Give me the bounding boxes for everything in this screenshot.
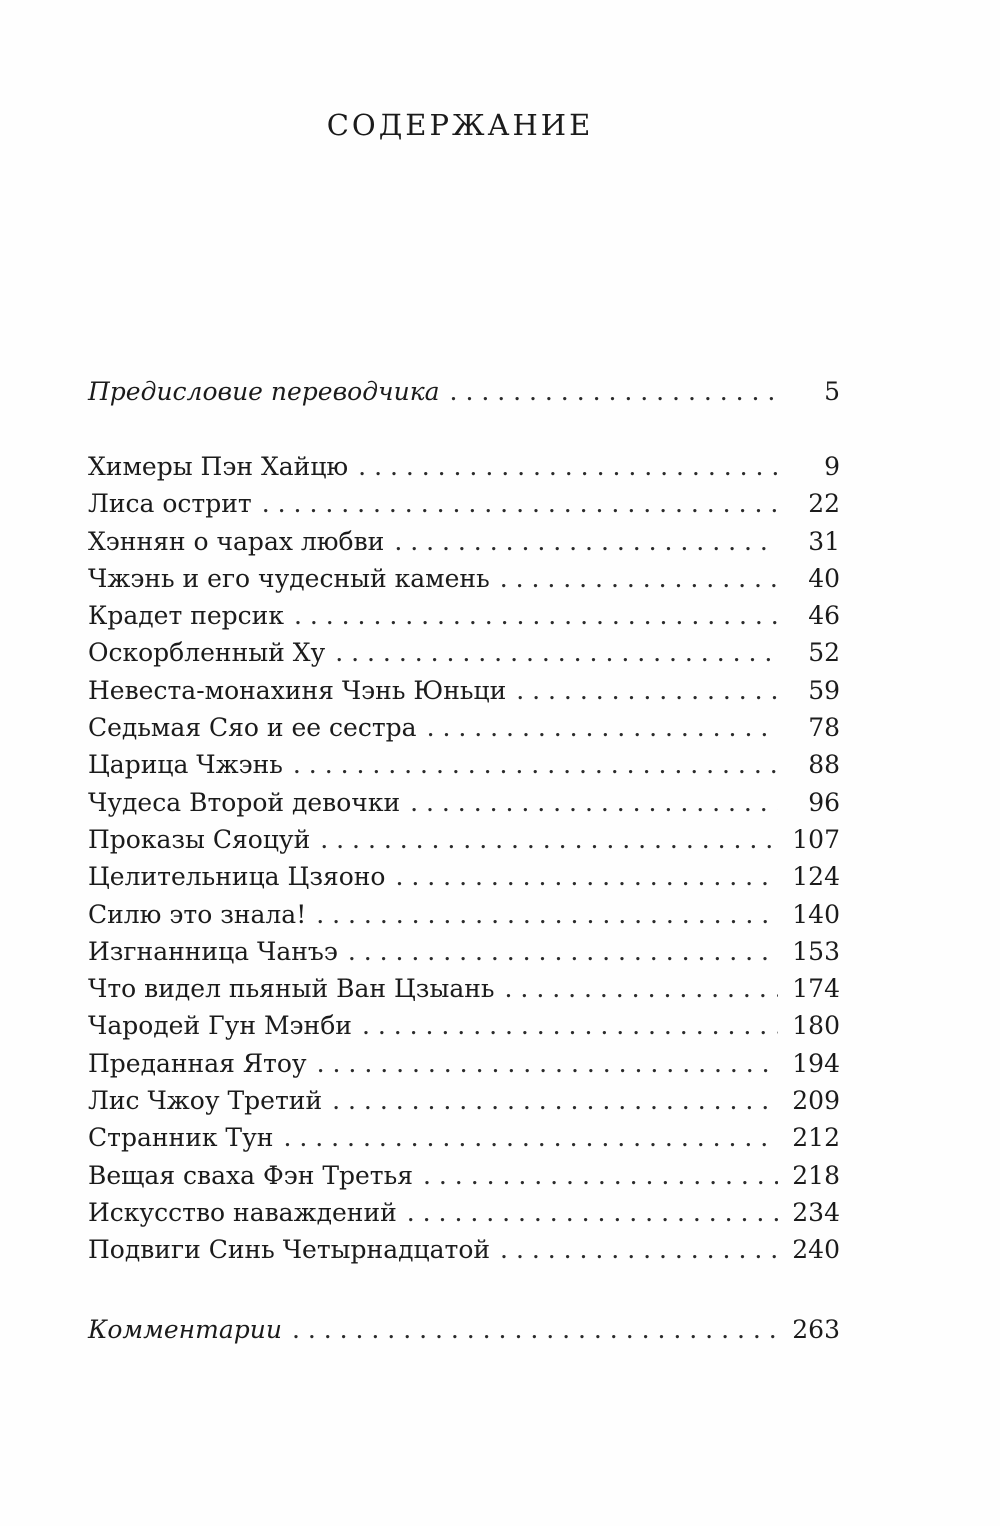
toc-entry — [88, 523, 840, 560]
dot-leader — [362, 1007, 778, 1044]
page-title: СОДЕРЖАНИЕ — [326, 108, 594, 142]
toc-entry-title: Что видел пьяный Ван Цзыань — [88, 974, 495, 1004]
dot-leader — [316, 896, 778, 933]
toc-entry-title: Химеры Пэн Хайцю — [88, 452, 349, 481]
toc-entry — [88, 448, 840, 485]
dot-leader — [407, 1194, 778, 1231]
toc-entry-page: 209 — [792, 1086, 840, 1116]
toc-entry-page: 240 — [792, 1235, 840, 1265]
toc-entry — [88, 970, 840, 1007]
toc-entry-title: Седьмая Сяо и ее сестра — [88, 713, 417, 743]
toc-entry-title: Преданная Ятоу — [88, 1048, 307, 1078]
dot-leader — [396, 858, 779, 895]
dot-leader — [317, 1045, 778, 1082]
toc-entry-page: 212 — [792, 1123, 840, 1153]
toc-entry — [88, 784, 840, 821]
dot-leader — [292, 1311, 778, 1348]
toc-entry — [88, 634, 840, 671]
toc-entry-title: Силю это знала! — [88, 899, 307, 929]
toc-entry-page: 31 — [808, 526, 840, 556]
toc-entry — [88, 597, 840, 634]
toc-entry-page: 5 — [824, 377, 840, 406]
toc-entry-title: Лиса острит — [88, 489, 252, 519]
dot-leader — [348, 933, 778, 970]
toc-entry-page: 59 — [808, 675, 840, 705]
dot-leader — [500, 560, 778, 597]
dot-leader — [394, 523, 778, 560]
dot-leader — [427, 709, 778, 746]
toc-entry-page: 22 — [808, 489, 840, 519]
toc-entry-title: Чародей Гун Мэнби — [88, 1011, 352, 1041]
toc-entry — [88, 560, 840, 597]
toc-entry-page: 78 — [808, 713, 840, 743]
toc-entry-preface — [88, 373, 840, 410]
dot-leader — [516, 672, 778, 709]
toc-entry-title: Целительница Цзяоно — [88, 862, 386, 892]
toc-entry-page: 124 — [792, 862, 840, 892]
toc-entry-page: 107 — [792, 824, 840, 854]
dot-leader — [410, 784, 778, 821]
toc-entry — [88, 933, 840, 970]
toc-entry-title: Невеста-монахиня Чэнь Юньци — [88, 675, 507, 705]
toc-preface — [88, 373, 840, 410]
toc-entry — [88, 1119, 840, 1156]
toc-entry — [88, 709, 840, 746]
toc-entry — [88, 1157, 840, 1194]
dot-leader — [358, 448, 778, 485]
dot-leader — [262, 485, 778, 522]
toc-entry-title: Искусство наваждений — [88, 1197, 397, 1227]
toc-entry — [88, 821, 840, 858]
dot-leader — [320, 821, 778, 858]
toc-entry-page: 52 — [808, 638, 840, 668]
toc-entry — [88, 858, 840, 895]
toc-entry-commentary — [88, 1311, 840, 1348]
toc-entry-title: Крадет персик — [88, 601, 284, 631]
toc-entry-title: Чжэнь и его чудесный камень — [88, 563, 490, 593]
toc-entry-title: Странник Тун — [88, 1123, 274, 1153]
toc-entry — [88, 672, 840, 709]
toc-entry — [88, 746, 840, 783]
toc-entry — [88, 1231, 840, 1268]
toc-entry-title: Хэннян о чарах любви — [88, 526, 385, 556]
toc-entry-page: 9 — [824, 452, 840, 481]
toc-entry-title: Царица Чжэнь — [88, 750, 283, 780]
toc-entry-title: Изгнанница Чанъэ — [88, 936, 338, 966]
toc-entry-title: Предисловие переводчика — [88, 377, 440, 406]
dot-leader — [423, 1157, 778, 1194]
toc-entry-title: Оскорбленный Ху — [88, 638, 326, 668]
toc-entry-title: Проказы Сяоцуй — [88, 824, 311, 854]
toc-chapters — [88, 448, 840, 1269]
toc-entry-page: 40 — [808, 563, 840, 593]
toc-entry-page: 96 — [808, 787, 840, 817]
toc-entry-page: 218 — [792, 1160, 840, 1190]
toc-entry-page: 194 — [792, 1048, 840, 1078]
toc-entry-title: Вещая сваха Фэн Третья — [88, 1160, 414, 1190]
toc-entry-page: 174 — [792, 974, 840, 1004]
toc-entry-page: 180 — [792, 1011, 840, 1041]
dot-leader — [335, 634, 778, 671]
toc-entry-title: Чудеса Второй девочки — [88, 787, 401, 817]
toc-entry-page: 234 — [792, 1197, 840, 1227]
dot-leader — [294, 597, 778, 634]
toc-entry-page: 263 — [792, 1315, 840, 1344]
dot-leader — [332, 1082, 778, 1119]
toc-entry-page: 46 — [808, 601, 840, 631]
toc-entry-title: Подвиги Синь Четырнадцатой — [88, 1235, 491, 1265]
toc-entry-page: 88 — [808, 750, 840, 780]
dot-leader — [500, 1231, 778, 1268]
toc-entry — [88, 1082, 840, 1119]
toc-entry — [88, 485, 840, 522]
dot-leader — [450, 373, 778, 410]
toc-entry — [88, 1194, 840, 1231]
toc-entry — [88, 1045, 840, 1082]
toc-entry-page: 140 — [792, 899, 840, 929]
toc-entry — [88, 1007, 840, 1044]
toc-commentary — [88, 1311, 840, 1348]
toc-entry-page: 153 — [792, 936, 840, 966]
toc-entry — [88, 896, 840, 933]
toc-entry-title: Комментарии — [88, 1315, 282, 1344]
dot-leader — [293, 746, 778, 783]
toc-entry-title: Лис Чжоу Третий — [88, 1086, 323, 1116]
dot-leader — [283, 1119, 778, 1156]
dot-leader — [505, 970, 778, 1007]
